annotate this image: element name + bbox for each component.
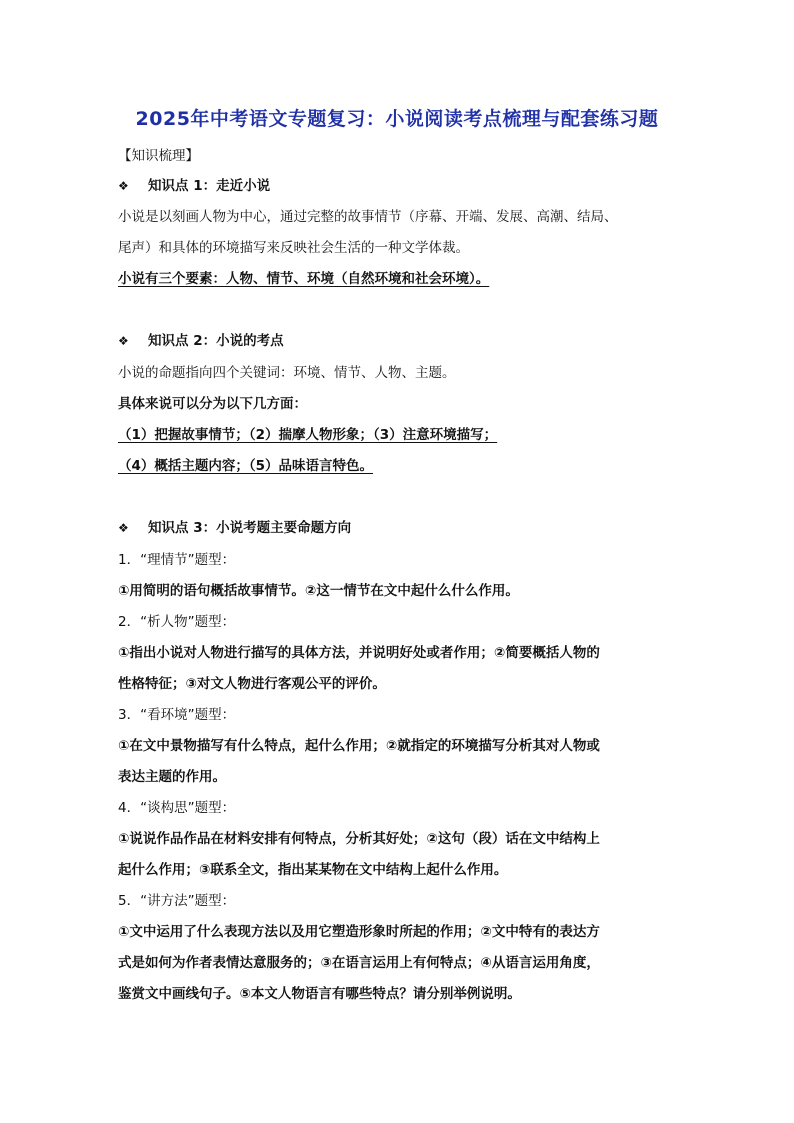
kp3-heading-row <box>118 518 351 538</box>
type2-label: 2．“析人物”题型： <box>118 614 236 630</box>
type5-line1: ①文中运用了什么表现方法以及用它塑造形象时所起的作用；②文中特有的表达方 <box>118 924 600 940</box>
type1-label: 1．“理情节”题型： <box>118 552 236 568</box>
diamond-bullet-icon: ❖ <box>118 334 129 348</box>
kp2-heading-row <box>118 331 284 351</box>
type4-line2: 起什么作用；③联系全文，指出某某物在文中结构上起什么作用。 <box>118 862 508 878</box>
type1-line1: ①用简明的语句概括故事情节。②这一情节在文中起什么什么作用。 <box>118 583 519 599</box>
type2-line1: ①指出小说对人物进行描写的具体方法，并说明好处或者作用；②简要概括人物的 <box>118 645 600 661</box>
kp3-heading: 知识点 3：小说考题主要命题方向 <box>148 520 352 536</box>
type3-label: 3．“看环境”题型： <box>118 707 236 723</box>
kp2-line3: （1）把握故事情节；（2）揣摩人物形象；（3）注意环境描写； <box>118 427 498 443</box>
type3-line1: ①在文中景物描写有什么特点，起什么作用；②就指定的环境描写分析其对人物或 <box>118 738 600 754</box>
kp2-line1: 小说的命题指向四个关键词：环境、情节、人物、主题。 <box>118 365 456 381</box>
kp1-elements: 小说有三个要素：人物、情节、环境（自然环境和社会环境）。 <box>118 271 490 287</box>
kp1-heading: 知识点 1：走近小说 <box>148 178 271 194</box>
type3-line2: 表达主题的作用。 <box>118 769 226 785</box>
type4-label: 4．“谈构思”题型： <box>118 800 236 816</box>
section-label: 【知识梳理】 <box>118 148 199 164</box>
kp1-paragraph-line1: 小说是以刻画人物为中心，通过完整的故事情节（序幕、开端、发展、高潮、结局、 <box>118 209 618 225</box>
type5-label: 5．“讲方法”题型： <box>118 893 236 909</box>
diamond-bullet-icon: ❖ <box>118 179 129 193</box>
kp2-heading: 知识点 2：小说的考点 <box>148 333 284 349</box>
kp2-line2: 具体来说可以分为以下几方面： <box>118 396 307 412</box>
type4-line1: ①说说作品作品在材料安排有何特点，分析其好处；②这句（段）话在文中结构上 <box>118 831 600 847</box>
kp2-line4: （4）概括主题内容；（5）品味语言特色。 <box>118 458 374 474</box>
diamond-bullet-icon: ❖ <box>118 521 129 535</box>
kp1-heading-row <box>118 176 270 196</box>
kp1-paragraph-line2: 尾声）和具体的环境描写来反映社会生活的一种文学体裁。 <box>118 240 469 256</box>
type2-line2: 性格特征；③对文人物进行客观公平的评价。 <box>118 676 386 692</box>
type5-line2: 式是如何为作者表情达意服务的；③在语言运用上有何特点；④从语言运用角度， <box>118 955 600 971</box>
type5-line3: 鉴赏文中画线句子。⑤本文人物语言有哪些特点？请分别举例说明。 <box>118 986 521 1002</box>
document-title: 2025年中考语文专题复习：小说阅读考点梳理与配套练习题 <box>135 108 659 130</box>
